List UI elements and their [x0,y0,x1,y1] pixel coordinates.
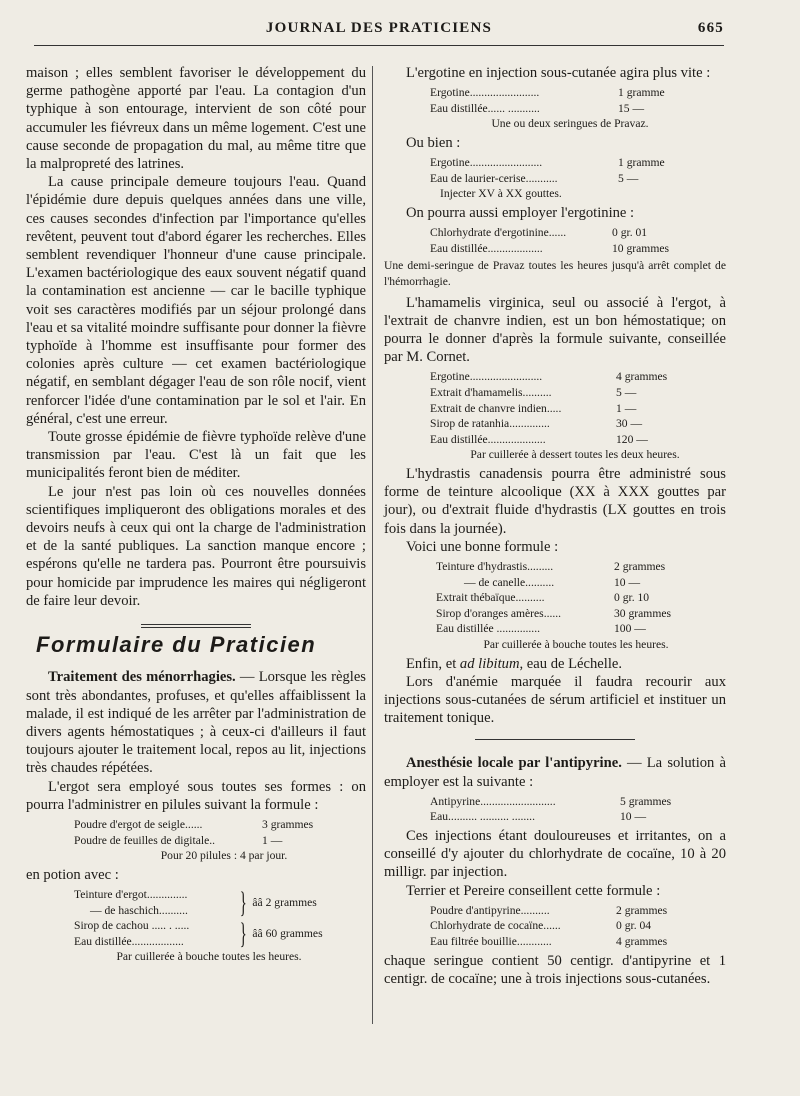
prescription [430,794,720,825]
rx-row: Poudre d'antipyrine.......... 2 grammes [430,903,668,917]
paragraph: Ces injections étant douloureuses et irritantes, on a conseillé d'y ajouter du chlorhydrate de cocaïne, 10 à 20 milligr. par injection. [384,827,726,881]
rx-row: Chlorhydrate d'ergotinine...... 0 gr. 01 [430,226,648,240]
treatment-title: Anesthésie locale par l'antipyrine. [406,755,622,772]
rx-row: Extrait de chanvre indien..... 1 — [430,401,637,415]
paragraph: On pourra aussi employer l'ergotinine : [406,204,635,221]
section-separator [141,624,251,628]
rx-row: Chlorhydrate de cocaïne...... 0 gr. 04 [430,919,652,933]
rx-row: Eau filtrée bouillie............ 4 grammes [430,934,668,948]
rx-note: Par cuillerée à bouche toutes les heures. [116,950,302,964]
paragraph: Ou bien : [406,134,461,151]
rx-row: Eau.......... .......... ........ 10 — [430,810,647,824]
paragraph: Toute grosse épidémie de fièvre typhoïde relève d'une transmission par l'eau. C'est là un fait que les municipalités feront bien de méditer. [26,429,366,482]
rx-note: Par cuillerée à bouche toutes les heures. [483,637,669,651]
rx-row: Teinture d'hydrastis......... 2 grammes [436,559,666,573]
rx-row: Ergotine......................... 4 grammes [430,370,668,384]
treatment-text: — La solution à employer est la suivante : [384,755,726,790]
rx-brace-group: Teinture d'ergot.............. — de haschich.......... } ââ 2 grammes [74,885,317,919]
treatment-title: Traitement des ménorrhagies. [48,669,236,686]
rx-row: Sirop d'oranges amères...... 30 grammes [436,606,671,620]
brace: } [239,885,247,919]
rx-note: Par cuillerée à dessert toutes les deux heures. [470,448,680,462]
paragraph: Voici une bonne formule : [406,538,559,555]
page-number: 665 [697,20,724,36]
rx-row: — de canelle.......... 10 — [464,575,641,589]
paragraph: Le jour n'est pas loin où ces nouvelles données scientifiques impliqueront des obligations morales et des devoirs neufs à ceux qui ont la charge de l'administration et de la santé publiques. La sanction manque encore ; espérons qu'elle ne tardera pas. Pourront être poursuivis pour homicide par imprudence les maires qui négligeront de faire leur devoir. [26,483,366,609]
rx-row: Antipyrine.......................... 5 grammes [430,794,672,808]
section-separator [475,739,635,740]
rx-row: Eau distillée ............... 100 — [436,622,646,636]
brace: } [239,916,247,950]
rx-note: Pour 20 pilules : 4 par jour. [160,849,288,863]
prescription [74,817,334,864]
paragraph: L'ergotine en injection sous-cutanée agira plus vite : [406,65,711,81]
paragraph: L'hydrastis canadensis pourra être administré sous forme de teinture alcoolique (XX à XXX gouttes par jour), ou d'extrait fluide d'hydrastis (LX gouttes en trois fois dans la journée). [384,465,726,537]
treatment-text: — Lorsque les règles sont très abondantes, profuses, et qu'elles affaiblissent la malade, il est indiqué de les arrêter par l'administration de divers agents hémostatiques ; à ceux-ci d'ailleurs il faut toujours ajouter le traitement local, repos au lit, injections très chaudes répétées. [26,669,366,777]
paragraph: L'hamamelis virginica, seul ou associé à l'ergot, à l'extrait de chanvre indien, est un bon hémostatique; on pourra le donner d'après la formule suivante, conseillée par M. Cornet. [384,294,726,366]
rx-row: Eau distillée.................... 120 — [430,432,648,446]
rx-row: Extrait thébaïque.......... 0 gr. 10 [436,591,650,605]
paragraph: Terrier et Pereire conseillent cette formule : [406,882,661,899]
rx-note: Une demi-seringue de Pravaz toutes les heures jusqu'à arrêt complet de l'hémorrhagie. [384,259,726,288]
paragraph: maison ; elles semblent favoriser le développement du germe pathogène apporté par l'eau. La contagion d'un typhique à son entourage, intervient de son côté pour accumuler les fiévreux dans un même logement. C'est une cause seconde de propagation du mal, au même titre que la malpropreté des latrines. [26,65,366,173]
rx-brace-group: Sirop de cachou ..... . ..... Eau distillée.................. } ââ 60 grammes [74,916,323,950]
paragraph: La cause principale demeure toujours l'eau. Quand l'épidémie dure depuis quelques années dans une ville, ces causes secondes d'infection par l'importance qu'elles revêtent, peuvent tout d'abord égarer les recherches. Elles semblent revendiquer l'honneur d'une cause principale. L'examen bactériologique des eaux souvent négatif quand la contamination est ancienne — car le bacille typhique voit ses caractères modifiés par un séjour prolongé dans l'eau et sa vitalité moindre suffisante pour donner la fièvre typhoïde à l'homme est insuffisante pour former des colonies après culture — cet examen bactériologique négatif, en semblant dégager l'eau de son rôle nocif, vient renforcer l'idée d'une contamination par le sol et l'air. En général, c'est une erreur. [26,174,366,427]
paragraph [26,668,366,777]
header-rule [34,45,724,46]
prescription [430,85,710,132]
prescription [430,903,720,950]
rx-note: Une ou deux seringues de Pravaz. [491,117,649,131]
rx-row: Extrait d'hamamelis.......... 5 — [430,385,637,399]
prescription [430,155,710,202]
running-header [34,18,724,42]
paragraph: Enfin, et ad libitum, eau de Léchelle. [406,655,622,672]
paragraph: chaque seringue contient 50 centigr. d'antipyrine et 1 centigr. de cocaïne; une à trois injections sous-cutanées. [384,952,726,987]
paragraph: Lors d'anémie marquée il faudra recourir aux injections sous-cutanées de sérum artificiel et instituer un traitement tonique. [384,673,726,727]
rx-row: Eau distillée...... ........... 15 — [430,101,645,115]
rx-row: Poudre de feuilles de digitale.. 1 — [74,833,283,847]
rx-note: Injecter XV à XX gouttes. [440,187,562,201]
rx-row: Sirop de ratanhia.............. 30 — [430,417,643,431]
paragraph: en potion avec : [26,866,119,883]
rx-row: Eau distillée................... 10 grammes [430,241,669,255]
column-divider [372,66,373,1024]
rx-row: Poudre d'ergot de seigle...... 3 grammes [74,817,314,831]
paragraph [384,754,726,790]
section-title: Formulaire du Praticien [36,632,317,658]
prescription [436,559,716,653]
prescription [430,225,720,256]
prescription [74,887,344,965]
rx-row: Ergotine........................ 1 gramme [430,86,665,100]
paragraph: L'ergot sera employé sous toutes ses formes : on pourra l'administrer en pilules suivant la formule : [26,778,366,813]
journal-title: JOURNAL DES PRATICIENS [265,20,493,36]
rx-row: Eau de laurier-cerise........... 5 — [430,171,639,185]
rx-row: Ergotine......................... 1 gramme [430,156,665,170]
right-column [384,64,726,988]
left-column [26,64,366,967]
prescription [430,369,720,463]
